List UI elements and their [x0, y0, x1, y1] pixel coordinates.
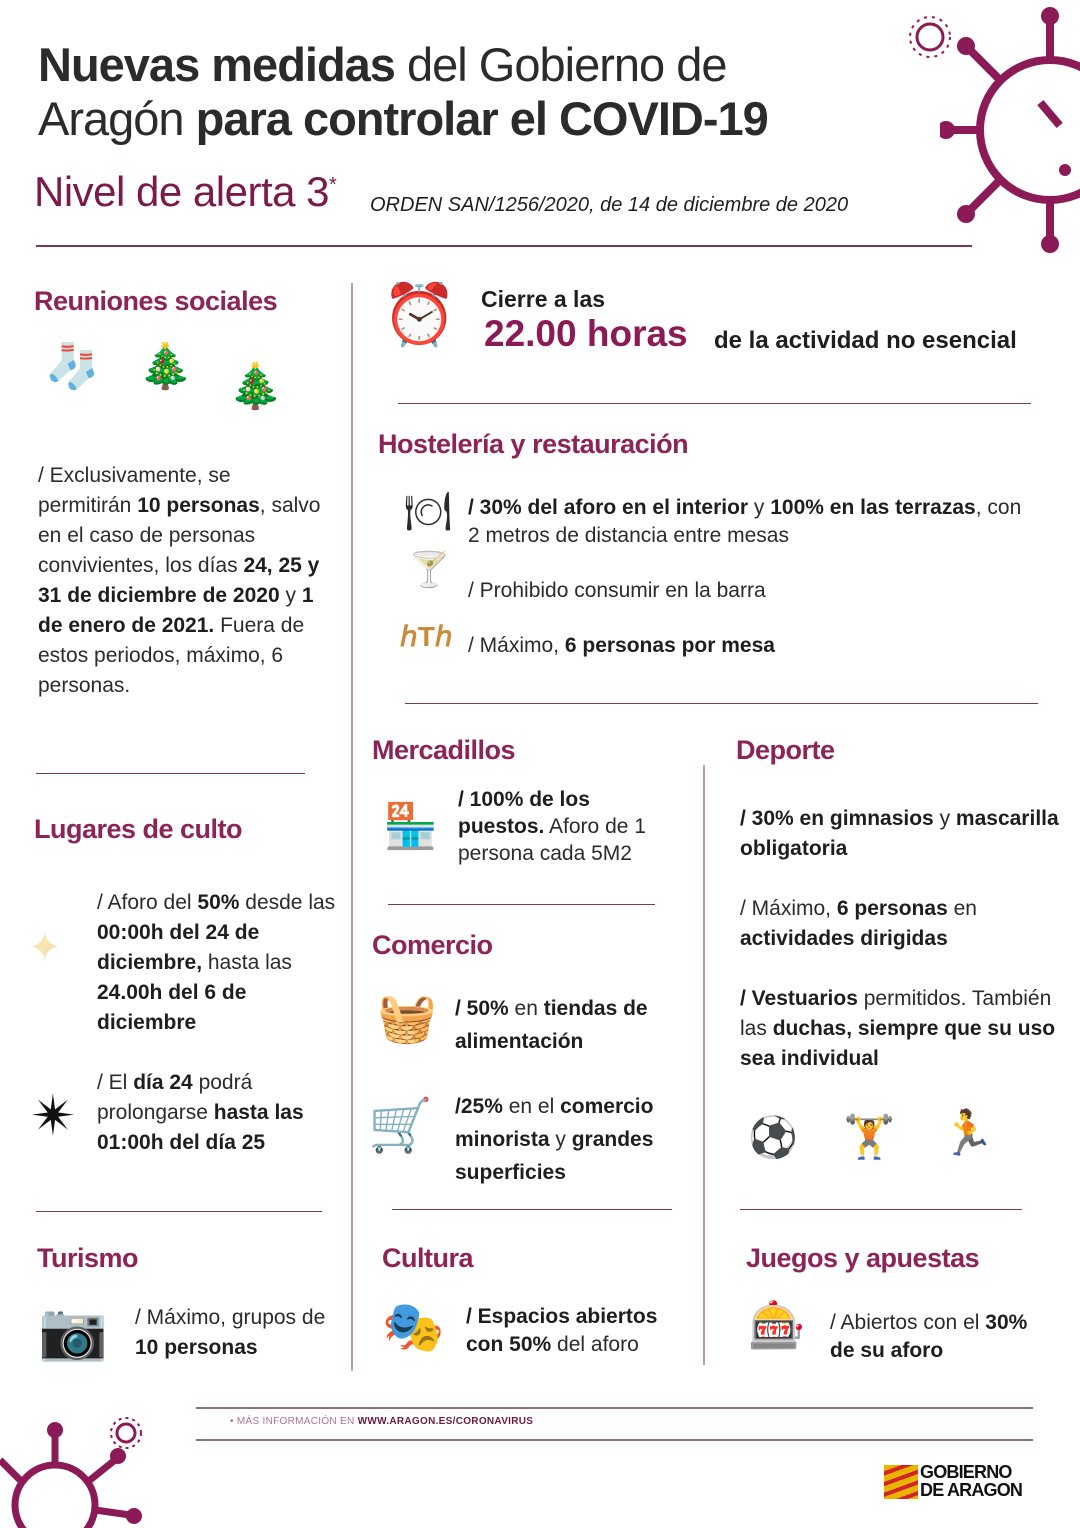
- text: , salvo en el caso de personas convivientes, los días: [38, 494, 321, 577]
- market-stall-icon: 🏪: [383, 802, 438, 851]
- bold-text: /25%: [455, 1095, 503, 1118]
- star-icon: ✴: [30, 1084, 77, 1147]
- comercio-item: [455, 992, 695, 1058]
- footer-info-text: MÁS INFORMACIÓN EN: [236, 1416, 358, 1427]
- text: y: [748, 496, 771, 519]
- heading-juegos: Juegos y apuestas: [746, 1243, 980, 1273]
- hosteleria-item: [468, 631, 1028, 661]
- bold-text: / 50%: [455, 997, 509, 1020]
- logo-line-2: DE ARAGON: [920, 1480, 1023, 1500]
- comercio-item: [455, 1090, 695, 1189]
- deporte-item: [740, 894, 1060, 954]
- deporte-item: [740, 984, 1060, 1074]
- bold-text: / 100% de los puestos.: [458, 788, 590, 838]
- theater-masks-icon: 🎭: [382, 1299, 445, 1355]
- text: del aforo: [551, 1333, 639, 1356]
- bold-text: para controlar el COVID-19: [195, 92, 768, 145]
- text: / Máximo,: [740, 897, 837, 920]
- cierre-time: 22.00 horas: [484, 313, 688, 354]
- title-line-2: [38, 92, 768, 146]
- logo-line-1: GOBIERNO: [920, 1462, 1012, 1482]
- divider: [196, 1439, 1033, 1441]
- text: y: [933, 807, 956, 830]
- text: desde las: [239, 891, 336, 914]
- juegos-text: [830, 1309, 1050, 1365]
- camera-icon: 📷: [38, 1299, 108, 1362]
- text: Aragón: [38, 92, 196, 145]
- heading-deporte: Deporte: [736, 735, 835, 765]
- text: en: [508, 997, 544, 1020]
- title-line-1: [38, 38, 768, 92]
- heading-reuniones: Reuniones sociales: [34, 286, 278, 316]
- heading-comercio: Comercio: [372, 930, 493, 960]
- ornaments-icon: 🎄: [228, 362, 283, 411]
- cierre-label: Cierre a las: [481, 286, 606, 312]
- bold-text: 24, 25 y 31 de diciembre de 2020: [38, 554, 320, 607]
- footer-info: • MÁS INFORMACIÓN EN WWW.ARAGON.ES/CORONAVIRUS: [230, 1416, 534, 1427]
- alarm-clock-icon: ⏰: [382, 281, 457, 348]
- bold-text: 24.00h del 6 de diciembre: [97, 981, 247, 1034]
- shopping-cart-icon: 🛒: [368, 1097, 433, 1155]
- mercadillos-text: [458, 786, 678, 867]
- culto-text-1: [97, 888, 347, 1038]
- order-reference: ORDEN SAN/1256/2020, de 14 de diciembre de 2020: [370, 194, 849, 216]
- runner-icon: 🏃: [940, 1109, 995, 1158]
- divider: [196, 1407, 1033, 1409]
- divider: [36, 245, 972, 247]
- divider: [405, 703, 1038, 704]
- heading-mercadillos: Mercadillos: [372, 735, 516, 765]
- divider: [388, 904, 655, 905]
- stocking-icon: 🧦: [45, 342, 100, 391]
- bold-text: / Espacios abiertos con 50%: [466, 1305, 658, 1356]
- text: / El: [97, 1071, 134, 1094]
- grocery-basket-icon: 🧺: [377, 992, 437, 1045]
- bold-text: hasta las 01:00h del día 25: [97, 1101, 304, 1154]
- footer-url[interactable]: WWW.ARAGON.ES/CORONAVIRUS: [357, 1416, 534, 1427]
- heading-cultura: Cultura: [382, 1243, 473, 1273]
- deporte-item: [740, 804, 1060, 864]
- bold-text: grandes superficies: [455, 1128, 654, 1184]
- alert-asterisk: *: [329, 174, 337, 196]
- poker-chips-icon: 🎰: [748, 1299, 806, 1351]
- hosteleria-item: [468, 576, 1028, 606]
- bold-text: 1 de enero de 2021.: [38, 584, 314, 637]
- text: / Prohibido consumir en la barra: [468, 579, 766, 602]
- reuniones-text: [38, 461, 323, 701]
- weightlifter-icon: 🏋: [843, 1113, 896, 1160]
- bold-text: Nuevas medidas: [38, 38, 395, 91]
- text: del Gobierno de: [394, 38, 727, 91]
- culto-text-2: [97, 1068, 337, 1158]
- bold-text: 10 personas: [137, 494, 260, 517]
- heading-turismo: Turismo: [37, 1243, 139, 1273]
- alert-level-text: Nivel de alerta 3: [34, 168, 329, 215]
- bold-text: 6 personas: [836, 897, 948, 920]
- bold-text: 10 personas: [135, 1336, 258, 1359]
- bold-text: duchas, siempre que su uso sea individual: [740, 1017, 1056, 1070]
- sparkle-icon: ✦: [28, 926, 62, 970]
- cloche-icon: 🍽: [404, 491, 453, 533]
- bold-text: tiendas de alimentación: [455, 997, 648, 1053]
- bold-text: 50%: [197, 891, 240, 914]
- aragon-flag-icon: [884, 1465, 918, 1499]
- divider: [398, 403, 1031, 404]
- text: , con 2 metros de distancia entre mesas: [468, 496, 1022, 547]
- small-virus-icon: [905, 12, 955, 62]
- small-virus-icon: [108, 1415, 144, 1451]
- text: / Exclusivamente, se permitirán: [38, 464, 231, 517]
- text: / Máximo, grupos de: [135, 1306, 326, 1329]
- column-divider: [703, 765, 705, 1365]
- bold-text: actividades dirigidas: [740, 927, 948, 950]
- bold-text: / Vestuarios: [740, 987, 858, 1010]
- text: hasta las: [202, 951, 292, 974]
- heading-hosteleria: Hostelería y restauración: [378, 429, 689, 459]
- heading-culto: Lugares de culto: [34, 814, 243, 844]
- text: en: [947, 897, 977, 920]
- divider: [36, 773, 305, 774]
- bold-text: mascarilla obligatoria: [740, 807, 1059, 860]
- bold-text: 100% en las terrazas: [770, 496, 976, 519]
- text: y: [279, 584, 302, 607]
- bold-text: comercio minorista: [455, 1095, 654, 1151]
- text: / Abiertos con el: [830, 1311, 986, 1334]
- hosteleria-item: [468, 494, 1038, 550]
- cultura-text: [466, 1303, 696, 1359]
- bold-text: día 24: [133, 1071, 193, 1094]
- turismo-text: [135, 1303, 335, 1363]
- bold-text: 6 personas por mesa: [564, 634, 775, 657]
- soccer-ball-icon: ⚽: [748, 1116, 798, 1160]
- text: Fuera de estos periodos, máximo, 6 personas.: [38, 614, 305, 697]
- christmas-tree-icon: 🎄: [138, 342, 193, 391]
- bold-text: 30% de su aforo: [830, 1311, 1028, 1362]
- cocktail-icon: 🍸: [408, 551, 451, 589]
- alert-level: [34, 168, 336, 216]
- bold-text: / 30% del aforo en el interior: [468, 496, 749, 519]
- text: y: [549, 1128, 572, 1151]
- text: / Máximo,: [468, 634, 565, 657]
- divider: [392, 1209, 672, 1210]
- bold-text: / 30% en gimnasios: [740, 807, 934, 830]
- cierre-rest: de la actividad no esencial: [714, 327, 1017, 354]
- text: en el: [502, 1095, 561, 1118]
- text: permitidos. También las: [740, 987, 1052, 1040]
- gobierno-aragon-logo: [884, 1463, 1034, 1501]
- text: podrá prolongarse: [97, 1071, 253, 1124]
- divider: [740, 1209, 1022, 1210]
- page-title: [38, 38, 768, 146]
- virus-icon: [940, 0, 1080, 260]
- column-divider: [351, 283, 353, 1371]
- divider: [36, 1211, 322, 1212]
- table-icon: ℎTℎ: [400, 621, 453, 652]
- bold-text: 00:00h del 24 de diciembre,: [97, 921, 260, 974]
- text: / Aforo del: [97, 891, 198, 914]
- text: Aforo de 1 persona cada 5M2: [458, 815, 646, 865]
